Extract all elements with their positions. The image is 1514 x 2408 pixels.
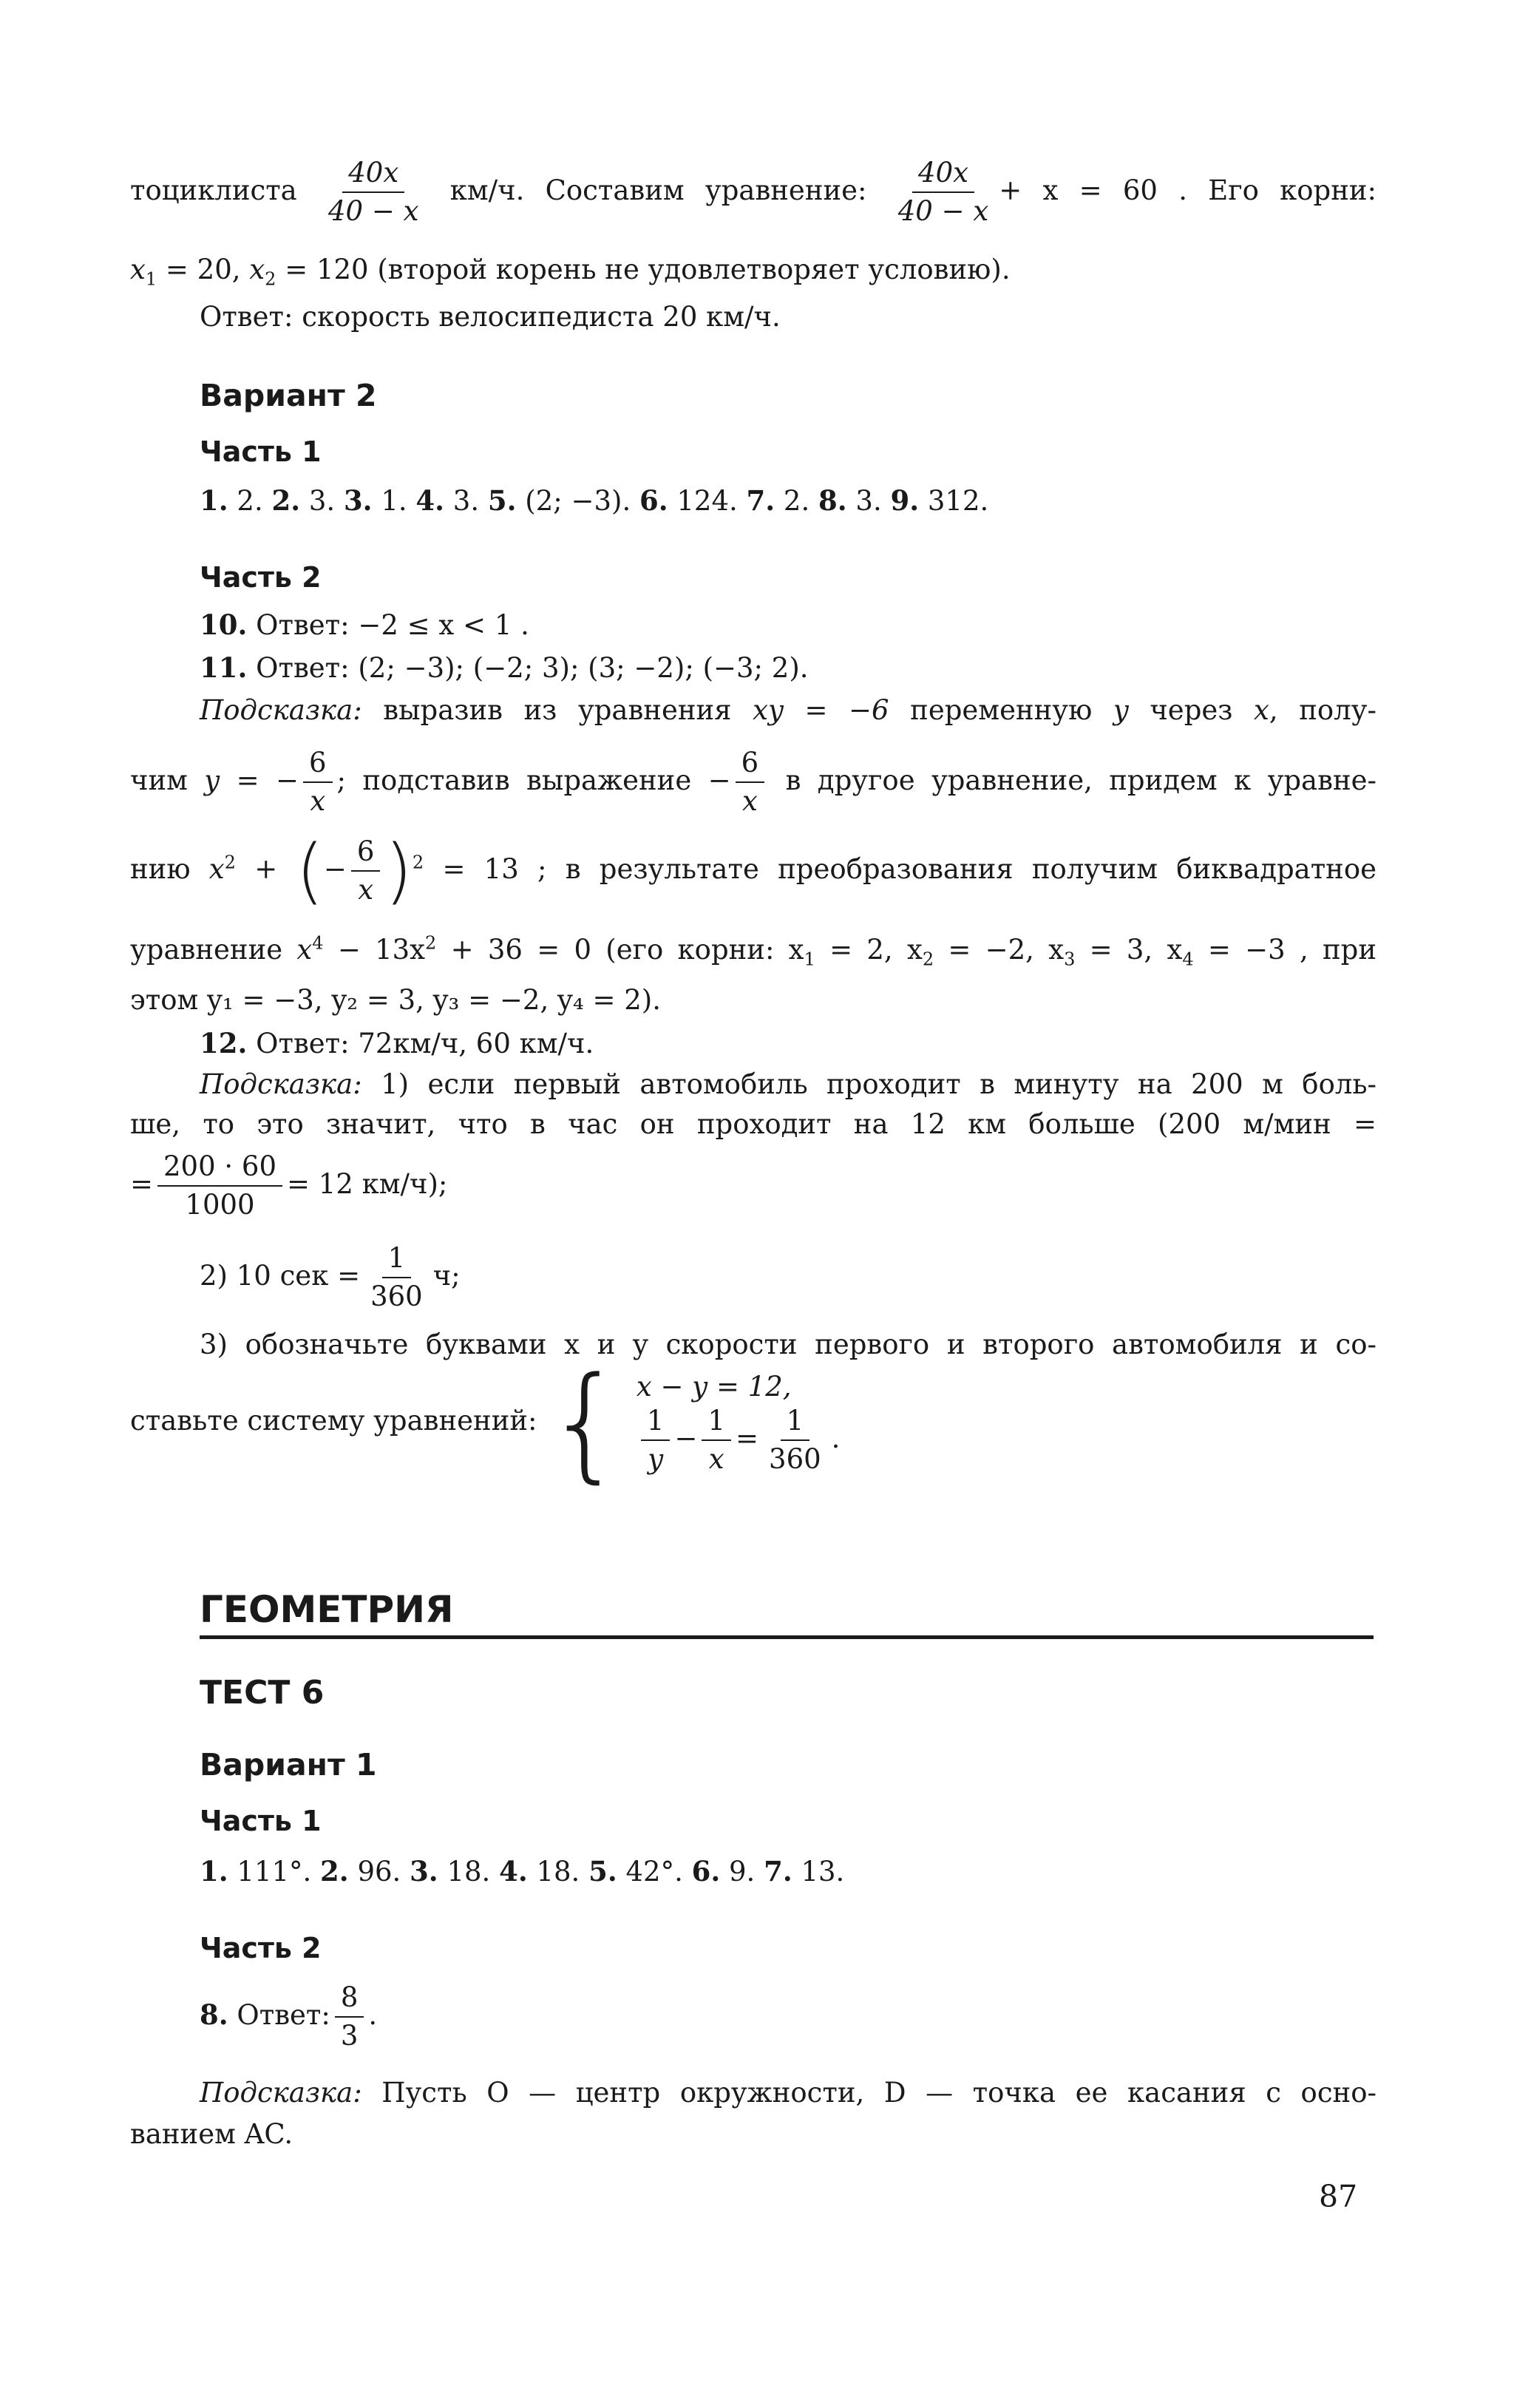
answer-value: 18. [527, 1856, 589, 1888]
variant-1-heading: Вариант 1 [200, 1747, 377, 1783]
answer-11: 11. Ответ: (2; −3); (−2; 3); (3; −2); (−3; 2). [200, 651, 809, 684]
part-1-answers [200, 484, 988, 518]
intro-line-1: тоциклиста $\frac{40x}{40 - x}$ км/ч. Составим уравнение: $\frac{40x}{40 - x}$ + x = 60 . Его корни: [130, 157, 1376, 228]
answer-line: Ответ: скорость велосипедиста 20 км/ч. [200, 301, 781, 333]
answer-value: 312. [919, 485, 989, 517]
answer-number: 7. [746, 484, 775, 517]
page-number: 87 [1319, 2179, 1358, 2214]
answer-number: 4. [499, 1855, 528, 1888]
answer-value: 18. [438, 1856, 500, 1888]
geo-part-2-heading: Часть 2 [200, 1932, 322, 1964]
answer-number: 2. [320, 1855, 349, 1888]
answer-8: 8. Ответ: $\frac{8}{3}$ . [200, 1981, 378, 2052]
answer-number: 7. [764, 1855, 792, 1888]
hint-11-line-4: уравнение $x^4 - 13x^2 + 36 = 0$ (его корни: $x_1 = 2$, $x_2 = -2$, $x_3 = 3$, $x_4 = -3$ , при [130, 932, 1376, 970]
answer-value: 3. [846, 485, 891, 517]
equation-squared: $x^2$ + (− $\frac{6}{x}$ )$^2$ [208, 829, 424, 912]
answer-number: 6. [691, 1855, 721, 1888]
part-1-heading: Часть 1 [200, 435, 322, 468]
test-heading: ТЕСТ 6 [200, 1674, 325, 1712]
answer-value: 124. [668, 485, 747, 517]
answer-value: 1. [372, 485, 416, 517]
part-2-heading: Часть 2 [200, 561, 322, 594]
hint-11-line-5: этом y₁ = −3, y₂ = 3, y₃ = −2, y₄ = 2). [130, 984, 661, 1016]
answer-number: 1. [200, 484, 228, 517]
answer-number: 2. [271, 484, 301, 517]
section-title: ГЕОМЕТРИЯ [200, 1588, 454, 1631]
hint-11-line-3: нию $x^2$ + (− $\frac{6}{x}$ )$^2$ = 13 ; в результате преобразования получим биквадратное [130, 829, 1377, 912]
hint-12-line-3: = $\frac{200 \cdot 60}{1000}$ = 12 км/ч); [130, 1150, 448, 1221]
hint-11-line-2: чим y = − $\frac{6}{x}$ ; подставив выражение − $\frac{6}{x}$ в другое уравнение, придем к уравне- [130, 747, 1377, 818]
answer-number: 5. [487, 484, 517, 517]
answer-value: 9. [720, 1856, 764, 1888]
answer-number: 4. [415, 484, 445, 517]
equation-system-line: ставьте систему уравнений: { x − y = 12, $\frac{1}{y}$ − $\frac{1}{x}$ = $\frac{1}{360}$ . [130, 1349, 841, 1495]
equation-inline: $\frac{40x}{40 - x}$ + x = 60 . Его корни: [897, 157, 1376, 228]
answer-12: 12. Ответ: 72км/ч, 60 км/ч. [200, 1027, 594, 1059]
answer-number: 9. [890, 484, 920, 517]
geo-part-1-answers [200, 1854, 844, 1889]
answer-number: 6. [639, 484, 668, 517]
hint-8-line-2: ванием AC. [130, 2118, 293, 2150]
hint-11-line-1: Подсказка: выразив из уравнения xy = −6 переменную y через x, полу- [200, 694, 1376, 726]
answer-number: 1. [200, 1855, 228, 1888]
answer-value: 3. [300, 485, 344, 517]
variant-2-heading: Вариант 2 [200, 378, 377, 413]
answer-value: 3. [444, 485, 488, 517]
answer-value: 2. [228, 485, 272, 517]
section-divider [200, 1635, 1374, 1639]
hint-12-step-3: 3) обозначьте буквами x и y скорости первого и второго автомобиля и со- [200, 1329, 1376, 1360]
equation-system: x − y = 12, $\frac{1}{y}$ − $\frac{1}{x}$ = $\frac{1}{360}$ . [636, 1371, 841, 1476]
answer-value: 96. [348, 1856, 410, 1888]
answer-value: 13. [792, 1856, 845, 1888]
hint-8-line-1: Подсказка: Пусть O — центр окружности, D — точка ее касания с осно- [200, 2077, 1376, 2109]
answer-value: 2. [775, 485, 818, 517]
answer-value: 42°. [617, 1856, 692, 1888]
answer-value: (2; −3). [516, 485, 639, 517]
answer-value: 111°. [228, 1856, 321, 1888]
geo-part-1-heading: Часть 1 [200, 1805, 322, 1837]
roots-line: $x_1 = 20$, $x_2 = 120$ (второй корень не удовлетворяет условию). [130, 254, 1011, 290]
answer-number: 8. [818, 484, 847, 517]
hint-12-step-2: 2) 10 сек = $\frac{1}{360}$ ч; [200, 1242, 461, 1313]
answer-number: 3. [410, 1855, 438, 1888]
answer-number: 5. [588, 1855, 617, 1888]
hint-12-line-1: Подсказка: 1) если первый автомобиль проходит в минуту на 200 м боль- [200, 1068, 1376, 1100]
hint-12-line-2: ше, то это значит, что в час он проходит на 12 км больше (200 м/мин = [130, 1108, 1376, 1140]
fraction-40x: $\frac{40x}{40 - x}$ [328, 157, 419, 228]
answer-number: 3. [343, 484, 373, 517]
answer-10: 10. Ответ: −2 ≤ x < 1 . [200, 608, 529, 641]
